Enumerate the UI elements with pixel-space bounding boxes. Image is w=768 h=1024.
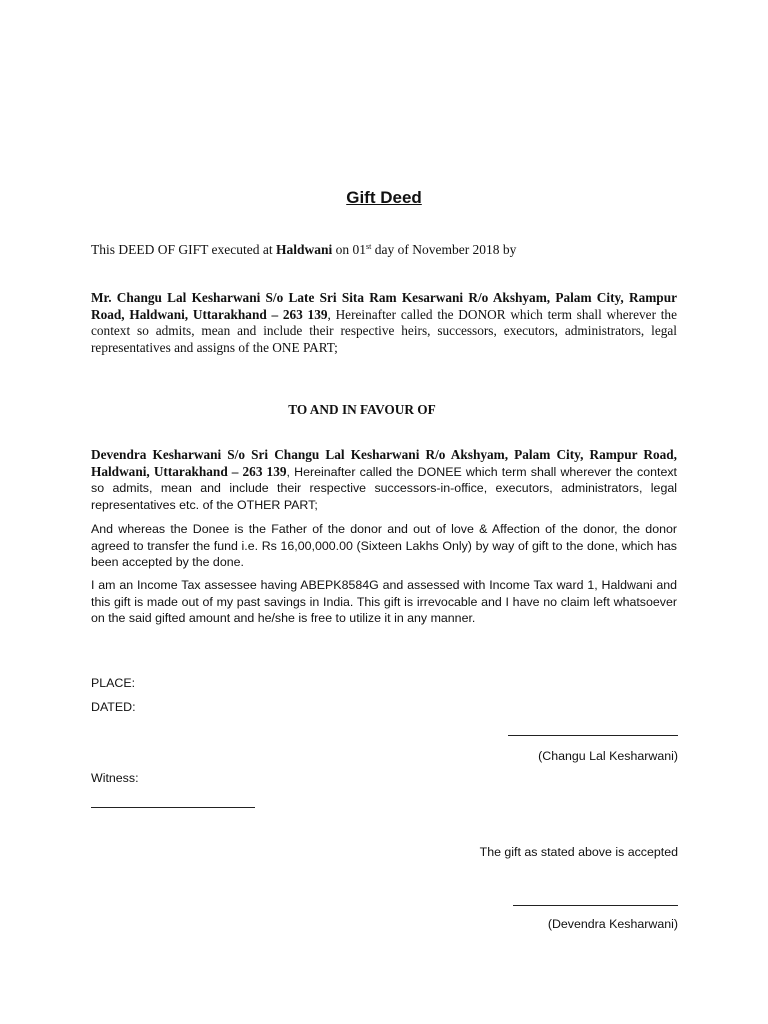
place-label: PLACE:	[91, 676, 136, 690]
favour-heading: TO AND IN FAVOUR OF	[288, 402, 436, 417]
intro-prefix: This DEED OF GIFT executed at	[91, 242, 276, 257]
document-title: Gift Deed	[346, 188, 422, 207]
dated-label: DATED:	[91, 700, 136, 714]
intro-suffix: day of November 2018 by	[371, 242, 517, 257]
donee-paragraph	[91, 447, 677, 513]
acceptance-statement: The gift as stated above is accepted	[479, 845, 678, 859]
donee-details: Devendra Kesharwani S/o Sri Changu Lal Kesharwani R/o Akshyam, Palam City, Rampur Road, Haldwani, Uttarakhand – 263 139	[91, 447, 677, 479]
intro-place: Haldwani	[275, 242, 333, 257]
donor-paragraph	[91, 290, 677, 356]
donor-signature-name: (Changu Lal Kesharwani)	[538, 749, 678, 763]
donee-clause: , Hereinafter called the DONEE which term shall wherever the context so admits, mean and include their respective successors-in-office, executors, administrators, legal representatives etc. of the OTHER PART;	[91, 464, 678, 512]
witness-label: Witness:	[91, 771, 139, 785]
donee-signature-name: (Devendra Kesharwani)	[547, 917, 678, 931]
donor-clause: , Hereinafter called the DONOR which term shall wherever the context so admits, mean and include their respective heirs, successors, executors, administrators, legal representatives and assigns of the ONE PART;	[91, 306, 677, 355]
donor-details: Mr. Changu Lal Kesharwani S/o Late Sri Sita Ram Kesarwani R/o Akshyam, Palam City, Rampur Road, Haldwani, Uttarakhand – 263 139	[91, 290, 677, 322]
witness-signature-line	[91, 807, 255, 808]
donee-signature-line	[513, 905, 678, 906]
income-tax-paragraph: I am an Income Tax assessee having ABEPK8584G and assessed with Income Tax ward 1, Haldwani and this gift is made out of my past savings in India. This gift is irrevocable and I have no claim left whatsoever on the said gifted amount and he/she is free to utilize it in any manner.	[91, 578, 677, 625]
intro-sup: st	[366, 242, 372, 251]
whereas-paragraph: And whereas the Donee is the Father of the donor and out of love & Affection of the donor, the donor agreed to transfer the fund i.e. Rs 16,00,000.00 (Sixteen Lakhs Only) by way of gift to the done, which has been accepted by the done.	[91, 522, 677, 569]
donor-signature-line	[508, 735, 678, 736]
intro-mid: on 01	[332, 242, 366, 257]
intro-line	[91, 242, 681, 258]
